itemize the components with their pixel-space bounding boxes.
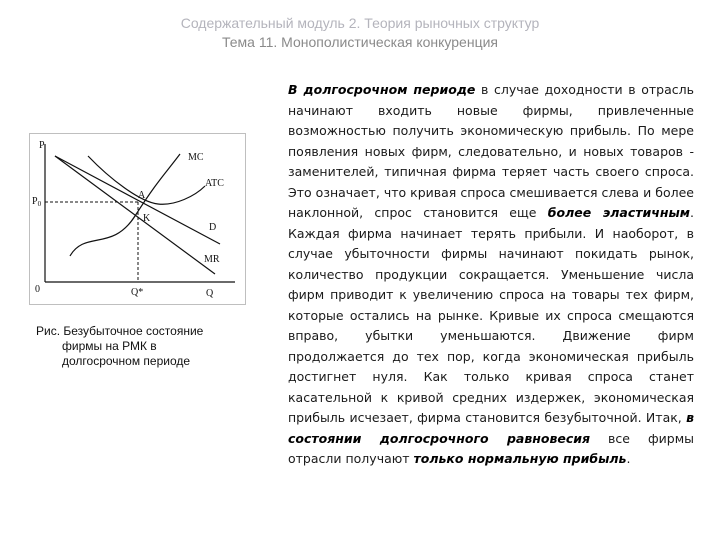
mr-label: MR (204, 254, 220, 265)
figure-graph (29, 133, 246, 305)
term-long-run: В долгосрочном периоде (288, 82, 476, 97)
paragraph-part-1: в случае доходности в отрасль начинают входить новые фирмы, привлеченные возможностью получить экономическую прибыль. По мере появления новых фирм, следовательно, и новых товаров - заменителей, типичная фирма теряет часть своего спроса. Это означает, что кривая спроса смешивается слева и более наклонной, спрос становится еще (288, 82, 694, 220)
origin-label: 0 (35, 284, 40, 295)
graph-svg (30, 134, 247, 306)
term-normal-profit: только нормальную прибыль (413, 451, 627, 466)
slide-header (0, 14, 720, 52)
paragraph-end: . (626, 451, 631, 466)
mc-curve (70, 154, 180, 256)
p0-label: $P_0$ (32, 196, 42, 208)
main-paragraph (288, 80, 694, 470)
paragraph-part-3: все фирмы отрасли получают (288, 430, 694, 466)
d-label: D (209, 222, 217, 233)
caption-line-2: фирмы на РМК в (62, 339, 157, 353)
q-axis-label: Q (206, 288, 214, 299)
paragraph-part-2: . Каждая фирма начинает терять прибыли. И наоборот, в случае убыточности фирмы начинают покидать рынок, количество продукции сокращается. Уменьшение числа фирм приводит к увеличению спроса на товары тех фирм, которые остались на рынке. Кривые их спроса смещаются вправо, убытки уменьшаются. Движение фирм продолжается до тех пор, когда экономическая прибыль достигнет нуля. Как только кривая спроса станет касательной к кривой средних издержек, экономическая прибыль исчезает, фирма становится безубыточной. Итак, (288, 205, 694, 425)
qstar-label: Q* (131, 287, 144, 298)
atc-label: ATC (205, 178, 224, 189)
topic-title: Тема 11. Монополистическая конкуренция (222, 34, 498, 50)
point-k-label: K (143, 213, 151, 224)
caption-line-3: долгосрочном периоде (62, 354, 191, 368)
module-title: Содержательный модуль 2. Теория рыночных структур (180, 15, 540, 31)
point-a-label: A (138, 190, 146, 201)
mr-curve (55, 156, 215, 274)
caption-line-1: Рис. Безубыточное состояние (36, 324, 204, 338)
p-axis-label: P (39, 140, 45, 151)
term-more-elastic: более эластичным (547, 205, 691, 220)
atc-curve (88, 156, 205, 204)
figure-caption (36, 324, 246, 369)
mc-label: MC (188, 152, 204, 163)
term-long-run-equilibrium: в состоянии долгосрочного равновесия (288, 410, 694, 446)
